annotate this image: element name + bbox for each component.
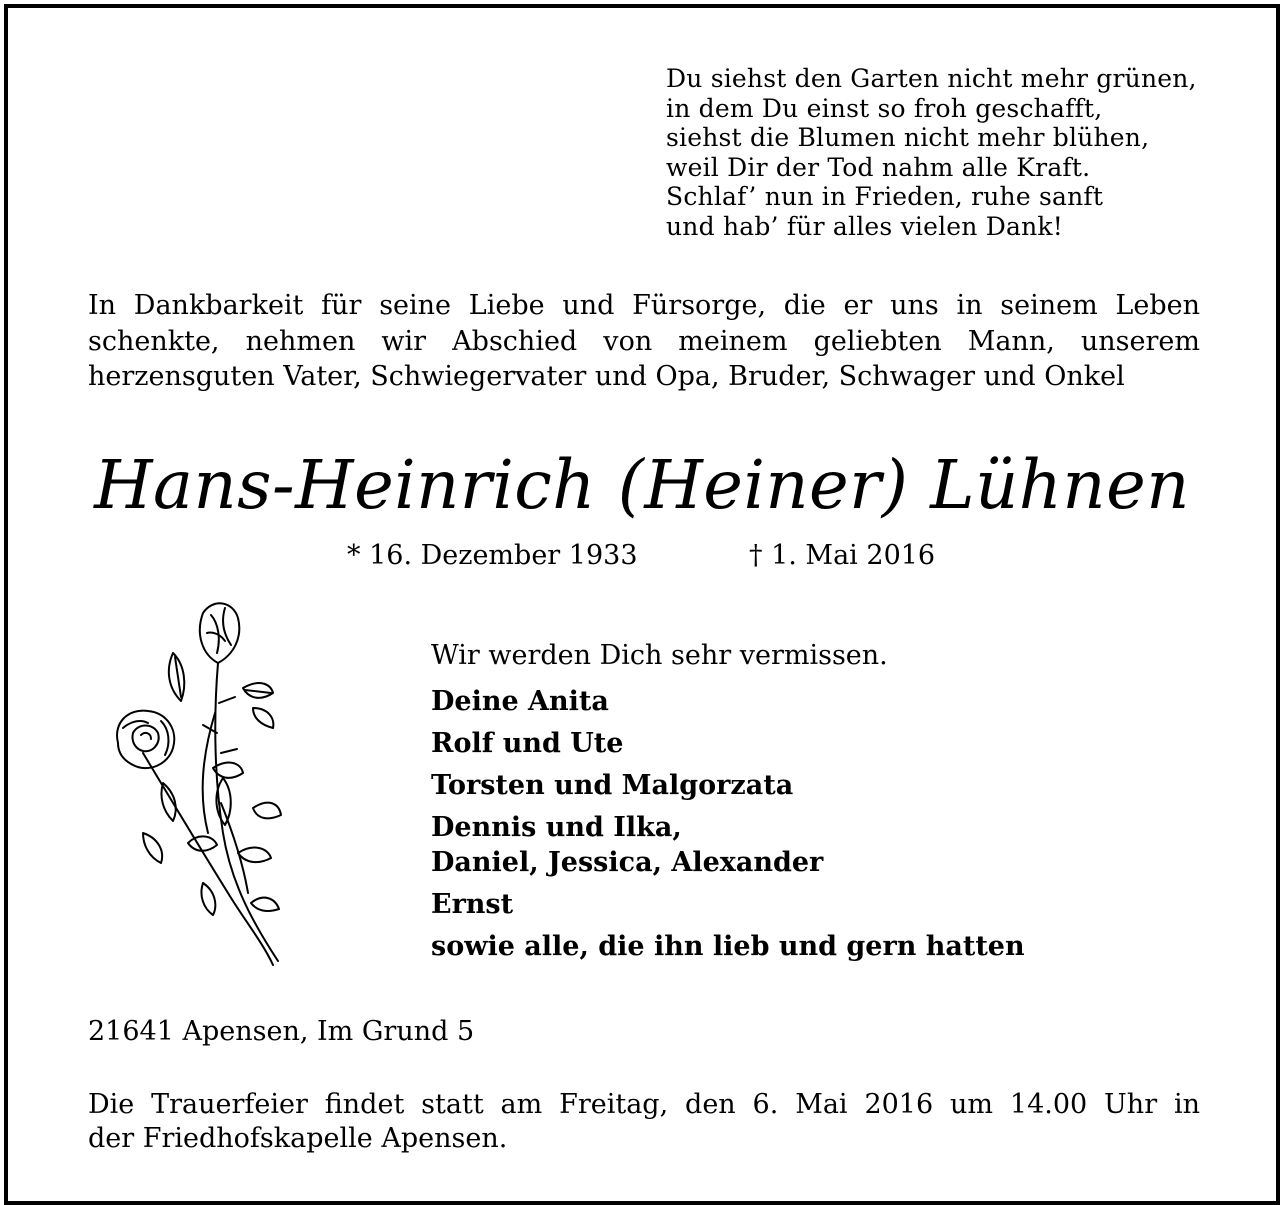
poem-line: in dem Du einst so froh geschafft, — [666, 93, 1103, 123]
deceased-name: Hans-Heinrich (Heiner) Lühnen — [94, 446, 1190, 524]
intro-line: herzensguten Vater, Schwiegervater und Opa, Bruder, Schwager und Onkel — [88, 361, 1125, 392]
poem-line: weil Dir der Tod nahm alle Kraft. — [666, 152, 1091, 182]
poem-line: Du siehst den Garten nicht mehr grünen, — [666, 64, 1197, 93]
family-line: Deine Anita — [431, 686, 609, 717]
family-line: Daniel, Jessica, Alexander — [431, 847, 824, 878]
intro-paragraph — [88, 288, 1200, 395]
death-date: † 1. Mai 2016 — [749, 540, 936, 571]
family-line: Rolf und Ute — [431, 728, 624, 759]
poem-line: und hab’ für alles vielen Dank! — [666, 211, 1063, 241]
rose-drawing-icon — [103, 593, 283, 968]
family-line: Dennis und Ilka, — [431, 812, 682, 843]
intro-line: schenkte, nehmen wir Abschied von meinem geliebten Mann, unserem — [88, 325, 1200, 357]
funeral-line: Die Trauerfeier findet statt am Freitag, den 6. Mai 2016 um 14.00 Uhr in — [88, 1089, 1200, 1120]
miss-text: Wir werden Dich sehr vermissen. — [431, 640, 888, 671]
birth-date: * 16. Dezember 1933 — [347, 540, 638, 571]
poem-line: siehst die Blumen nicht mehr blühen, — [666, 123, 1150, 153]
address: 21641 Apensen, Im Grund 5 — [88, 1016, 475, 1047]
family-line: Torsten und Malgorzata — [431, 770, 794, 801]
intro-line: In Dankbarkeit für seine Liebe und Fürsorge, die er uns in seinem Leben — [88, 290, 1200, 321]
funeral-line: der Friedhofskapelle Apensen. — [88, 1123, 508, 1154]
poem — [666, 64, 1197, 242]
poem-line: Schlaf’ nun in Frieden, ruhe sanft — [666, 182, 1104, 212]
funeral-info — [88, 1088, 1200, 1156]
family-line: sowie alle, die ihn lieb und gern hatten — [431, 931, 1025, 962]
family-line: Ernst — [431, 889, 514, 920]
obituary-notice — [4, 4, 1280, 1205]
